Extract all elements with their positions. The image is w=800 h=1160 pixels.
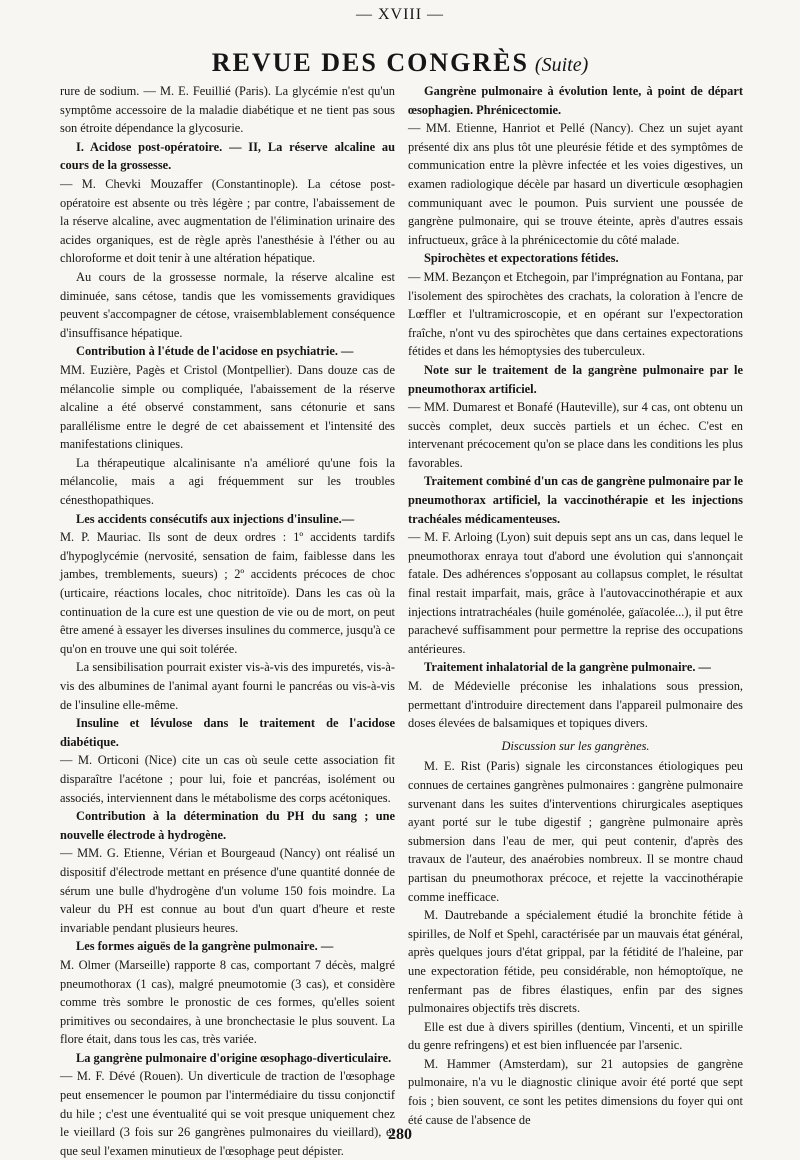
paragraph: — M. F. Dévé (Rouen). Un diverticule de traction de l'œsophage peut ensemencer le poumon par l'intermédiaire du tissu conjonctif du hile ; c'est une éventualité qui se voit presque uniquement chez le vieillard (3 fois sur 26 gangrènes pulmonaires du vieillard), et que seul l'examen minutieux de l'œsophage peut dépister. (60, 1069, 395, 1158)
article-heading: Spirochètes et expectorations fétides. (424, 251, 619, 266)
left-column (60, 82, 395, 1160)
section-number: — XVIII — (355, 6, 445, 23)
article-heading: Traitement combiné d'un cas de gangrène pulmonaire par le pneumothorax artificiel, la vaccinothérapie et les injections trachéales médicamenteuses. (408, 474, 743, 526)
paragraph: M. P. Mauriac. Ils sont de deux ordres : 1º accidents tardifs d'hypoglycémie (nervosité, sensation de faim, faiblesse dans les jambes, tremblements, sueurs) ; 2º accidents précoces de choc (urticaire, réactions locales, choc nitritoïde). Dans les cas où la continuation de la cure est une question de vie ou de mort, on peut être amené à essayer les diverses insulines du commerce, jusqu'à ce qu'on en trouve une qui soit tolérée. (60, 530, 395, 656)
article-heading: Note sur le traitement de la gangrène pulmonaire par le pneumothorax artificiel. (408, 362, 743, 396)
article-heading: Traitement inhalatorial de la gangrène pulmonaire. — (424, 660, 711, 675)
article-heading: Gangrène pulmonaire à évolution lente, à point de départ œsophagien. Phrénicectomie. (408, 84, 743, 117)
page-number: 280 (388, 1126, 412, 1143)
article-heading: La gangrène pulmonaire d'origine œsophago-diverticulaire. (76, 1050, 392, 1065)
paragraph: rure de sodium. — M. E. Feuillié (Paris). La glycémie n'est qu'un symptôme accessoire de la maladie diabétique et ne tient pas sous son étroite dépendance la glycosurie. (60, 84, 395, 136)
paragraph: Elle est due à divers spirilles (dentium, Vincenti, et un spirille du genre refringens) et est bien influencée par l'arsenic. (408, 1019, 743, 1053)
article-heading: Insuline et lévulose dans le traitement de l'acidose diabétique. (60, 716, 395, 749)
paragraph: La thérapeutique alcalinisante n'a amélioré qu'une fois la mélancolie, mais a agi fréquemment sur les troubles cénesthopathiques. (60, 455, 395, 508)
paragraph: M. Hammer (Amsterdam), sur 21 autopsies de gangrène pulmonaire, n'a vu le diagnostic clinique avoir été porté que sept fois ; bien souvent, ce sont les petites dimensions du foyer qui ont été cause de l'absence de (408, 1056, 743, 1127)
page-title-main: REVUE DES CONGRÈS (211, 48, 529, 77)
paragraph: — MM. G. Etienne, Vérian et Bourgeaud (Nancy) ont réalisé un dispositif d'électrode mettant en présence d'une quantité donnée de sérum une bulle d'hydrogène d'un volume 150 fois moindre. La valeur du PH est connue au bout d'un quart d'heure et reste invariable pendant plusieurs heures. (60, 846, 395, 935)
article-heading: Les formes aiguës de la gangrène pulmonaire. — (76, 939, 334, 954)
paragraph: — MM. Dumarest et Bonafé (Hauteville), sur 4 cas, ont obtenu un succès complet, deux succès partiels et un échec. C'est en intervenant précocement qu'on se place dans les conditions les plus favorables. (408, 400, 743, 470)
paragraph: — M. Orticoni (Nice) cite un cas où seule cette association fit disparaître l'acétone ; pour lui, foie et pancréas, isolément ou associés, interviennent dans le métabolisme des corps acétoniques. (60, 753, 395, 805)
article-heading: Contribution à l'étude de l'acidose en psychiatrie. — (76, 344, 354, 359)
page-title-suffix: (Suite) (534, 54, 589, 76)
paragraph: — M. Chevki Mouzaffer (Constantinople). La cétose post-opératoire est absente ou très légère ; par contre, l'abaissement de la réserve alcaline, avec augmentation de l'élimination urinaire des acides organiques, est de règle après l'anesthésie à l'éther ou au chloroforme et doit tenir à une altération hépatique. (60, 176, 395, 266)
paragraph: M. E. Rist (Paris) signale les circonstances étiologiques peu connues de certaines gangrènes pulmonaires : gangrène pulmonaire survenant dans les suites d'interventions chirurgicales aseptiques ayant porté sur le tube digestif ; gangrène pulmonaire après submersion dans l'eau de mer, qui peut contenir, d'après des travaux de l'auteur, des anaérobies nombreux. Il se montre chaud partisan du pneumothorax précoce, et rejette la vaccinothérapie comme inefficace. (408, 759, 743, 904)
right-column (408, 82, 743, 1129)
paragraph: — M. F. Arloing (Lyon) suit depuis sept ans un cas, dans lequel le pneumothorax enraya tout d'abord une évolution qui s'annonçait fatale. Des adhérences s'opposant au collapsus complet, le résultat final restait imparfait, mais, grâce à l'autovaccinothérapie et aux injections intratrachéales (huile goménolée, gaïacolée...), il put être parachevé suffisamment pour permettre la reprise des occupations antérieures. (408, 530, 743, 656)
article-heading: I. Acidose post-opératoire. — II, La réserve alcaline au cours de la grossesse. (60, 139, 395, 173)
paragraph: Au cours de la grossesse normale, la réserve alcaline est diminuée, sans cétose, tandis que les vomissements gravidiques peuvent s'accompagner de cétose, vraisemblablement conséquence d'insuffisance hépatique. (60, 269, 395, 340)
paragraph: — MM. Bezançon et Etchegoin, par l'imprégnation au Fontana, par l'isolement des spirochètes des crachats, la coloration à l'encre de Lœffler et l'ultramicroscopie, et en opérant sur l'expectoration fraîche, n'ont vu des spirochètes que dans certaines expectorations fétides et dans les hémoptysies des tuberculeux. (408, 269, 743, 359)
paragraph: M. de Médevielle préconise les inhalations sous pression, permettant d'introduire directement dans l'appareil pulmonaire des doses élevées de balsamiques et topiques divers. (408, 679, 743, 731)
paragraph: — MM. Etienne, Hanriot et Pellé (Nancy). Chez un sujet ayant présenté dix ans plus tôt une pleurésie fétide et des symptômes de communication entre la plèvre infectée et les voies digestives, un examen radiologique décèle par hasard un diverticule œsophagien communiquant avec le poumon. Puis survient une poussée de gangrène pulmonaire, qui se trouve éteinte, après d'autres essais infructueux, grâce à la phrénicectomie du côté malade. (408, 121, 743, 247)
paragraph: MM. Euzière, Pagès et Cristol (Montpellier). Dans douze cas de mélancolie simple ou compliquée, l'abaissement de la réserve alcaline a été observé constamment, sans cétonurie et sans parallélisme entre le degré de cet abaissement et l'intensité des manifestations cliniques. (60, 362, 395, 452)
section-subheading: Discussion sur les gangrènes. (501, 738, 650, 753)
paragraph: M. Olmer (Marseille) rapporte 8 cas, comportant 7 décès, malgré pneumothorax (1 cas), malgré pneumotomie (3 cas), et considère comme très sombre le pronostic de ces formes, qu'elles soient primitives ou secondaires, à une bronchectasie le plus souvent. La flore était, dans tous les cas, très variée. (60, 957, 395, 1047)
page-title (0, 48, 800, 78)
paragraph: M. Dautrebande a spécialement étudié la bronchite fétide à spirilles, de Nolf et Spehl, caractérisée par un mauvais état général, après quelques jours d'état grippal, par la fétidité de l'haleine, par une expectoration fétide, peu considérable, non hémoptoïque, ne renfermant pas de fibres élastiques, enfin par des signes pulmonaires objectifs très discrets. (408, 908, 743, 1016)
article-heading: Contribution à la détermination du PH du sang ; une nouvelle électrode à hydrogène. (60, 809, 395, 842)
paragraph: La sensibilisation pourrait exister vis-à-vis des impuretés, vis-à-vis des albumines de l'animal ayant fourni le pancréas ou vis-à-vis de l'insuline elle-même. (60, 660, 395, 712)
article-heading: Les accidents consécutifs aux injections d'insuline.— (76, 511, 355, 526)
